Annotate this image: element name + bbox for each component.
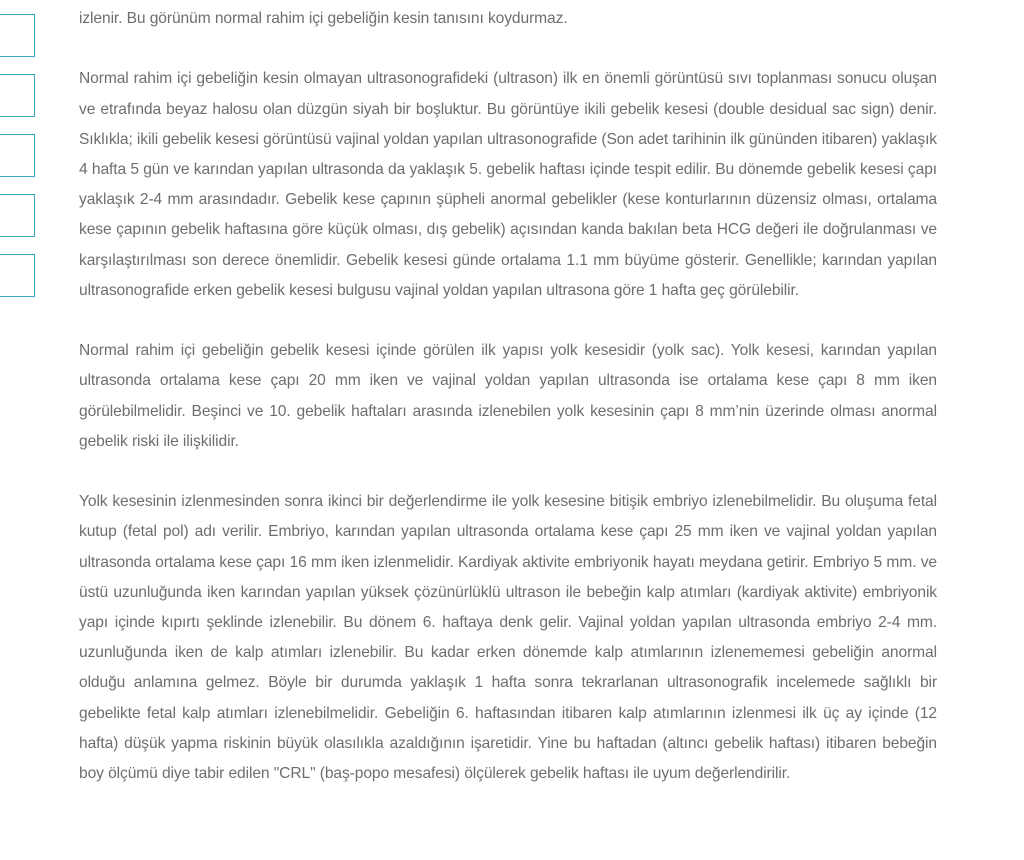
share-button-3[interactable] <box>0 134 35 177</box>
paragraph-intro-tail: izlenir. Bu görünüm normal rahim içi gebeliğin kesin tanısını koydurmaz. <box>79 10 568 27</box>
paragraph-yolk-sac: Normal rahim içi gebeliğin gebelik kesesi içinde görülen ilk yapısı yolk kesesidir (yolk sac). Yolk kesesi, karından yapılan ultrasonda ortalama kese çapı 20 mm iken ve vajinal yoldan yapılan ultrasonda ise ortalama kese çapı 8 mm iken görülebilmelidir. Beşinci ve 10. gebelik haftaları arasında izlenebilen yolk kesesinin çapı 8 mm’nin üzerinde olması anormal gebelik riski ile ilişkilidir. <box>79 342 937 450</box>
paragraph-embryo: Yolk kesesinin izlenmesinden sonra ikinci bir değerlendirme ile yolk kesesine bitişik embriyo izlenebilmelidir. Bu oluşuma fetal kutup (fetal pol) adı verilir. Embriyo, karından yapılan ultrasonda ortalama kese çapı 25 mm iken ve vajinal yoldan yapılan ultrasonda ortalama kese çapı 16 mm iken izlenmelidir. Kardiyak aktivite embriyonik hayatı meydana getirir. Embriyo 5 mm. ve üstü uzunluğunda iken karından yapılan yüksek çözünürlüklü ultrason ile bebeğin kalp atımları (kardiyak aktivite) embriyonik yapı içinde kıpırtı şeklinde izlenebilir. Bu dönem 6. haftaya denk gelir. Vajinal yoldan yapılan ultrasonda embriyo 2-4 mm. uzunluğunda iken de kalp atımları izlenebilir. Bu kadar erken dönemde kalp atımlarının izlenememesi gebeliğin anormal olduğu anlamına gelmez. Böyle bir durumda yaklaşık 1 hafta sonra tekrarlanan ultrasonografik incelemede sağlıklı bir gebelikte fetal kalp atımları izlenebilmelidir. Gebeliğin 6. haftasından itibaren kalp atımlarının izlenmesi ilk üç ay içinde (12 hafta) düşük yapma riskinin büyük olasılıkla azaldığının işaretidir. Yine bu haftadan (altıncı gebelik haftası) itibaren bebeğin boy ölçümü diye tabir edilen "CRL" (baş-popo mesafesi) ölçülerek gebelik haftası ile uyum değerlendirilir. <box>79 493 937 783</box>
paragraph-gestational-sac: Normal rahim içi gebeliğin kesin olmayan ultrasonografideki (ultrason) ilk en önemli görüntüsü sıvı toplanması sonucu oluşan ve etrafında beyaz halosu olan düzgün siyah bir boşluktur. Bu görüntüye ikili gebelik kesesi (double desidual sac sign) denir. Sıklıkla; ikili gebelik kesesi görüntüsü vajinal yoldan yapılan ultrasonografide (Son adet tarihinin ilk gününden itibaren) yaklaşık 4 hafta 5 gün ve karından yapılan ultrasonda da yaklaşık 5. gebelik haftası içinde tespit edilir. Bu dönemde gebelik kesesi çapı yaklaşık 2-4 mm arasındadır. Gebelik kese çapının şüpheli anormal gebelikler (kese konturlarının düzensiz olması, ortalama kese çapının gebelik haftasına göre küçük olması, dış gebelik) açısından kanda bakılan beta HCG değeri ile doğrulanması ve karşılaştırılması son derece önemlidir. Gebelik kesesi günde ortalama 1.1 mm büyüme gösterir. Genellikle; karından yapılan ultrasonografide erken gebelik kesesi bulgusu vajinal yoldan yapılan ultrasona göre 1 hafta geç görülebilir. <box>79 70 937 299</box>
article-body <box>79 4 937 789</box>
share-button-rail <box>0 14 37 314</box>
share-button-4[interactable] <box>0 194 35 237</box>
share-button-1[interactable] <box>0 14 35 57</box>
share-button-2[interactable] <box>0 74 35 117</box>
share-button-5[interactable] <box>0 254 35 297</box>
